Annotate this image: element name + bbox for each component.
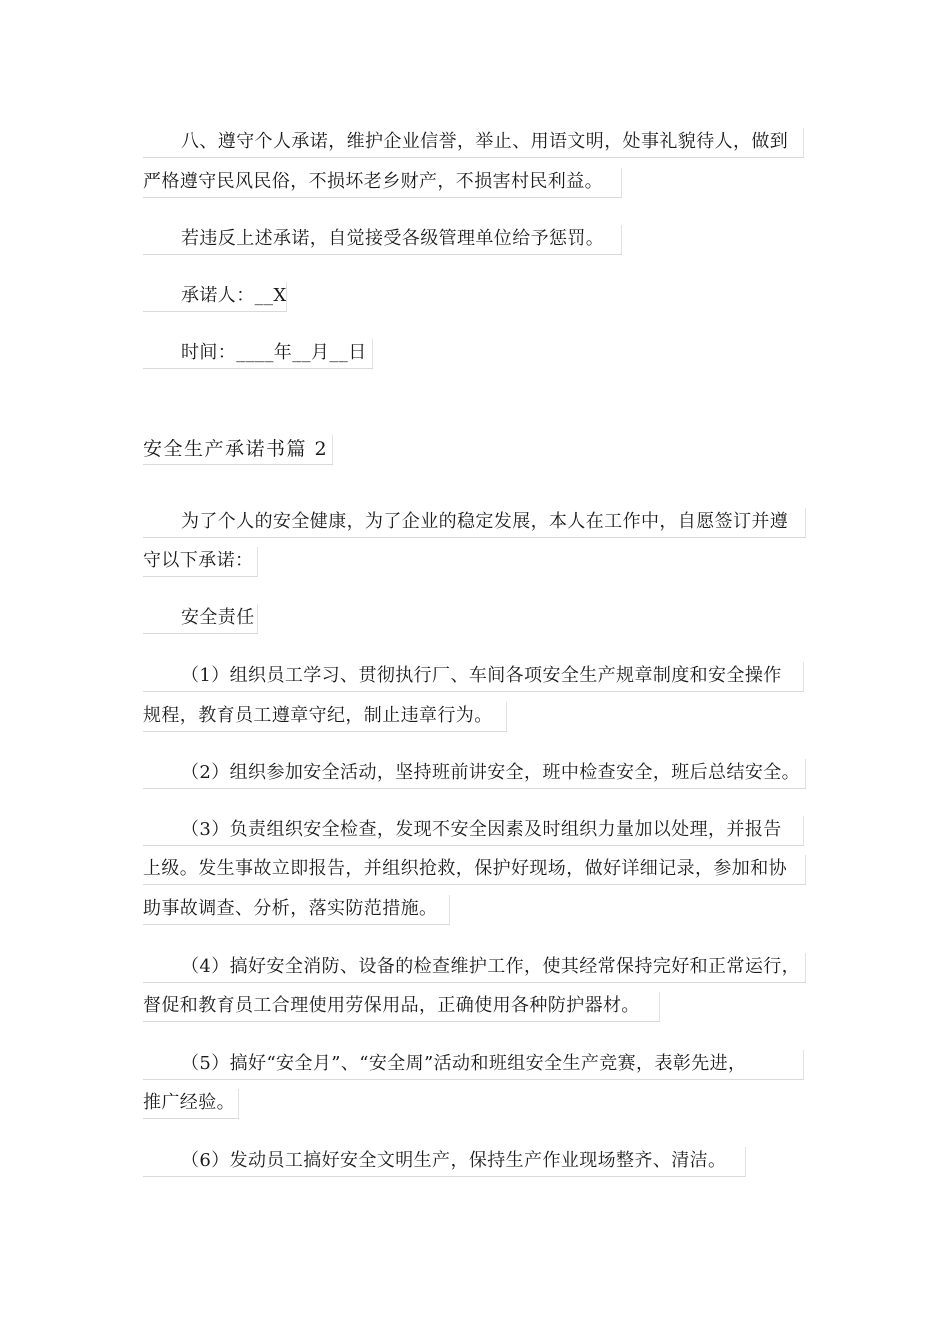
clause-8-line-1: 八、遵守个人承诺，维护企业信誉，举止、用语文明，处事礼貌待人，做到: [143, 130, 804, 154]
intro-line-2: 守以下承诺：: [143, 549, 258, 573]
section-heading: 安全生产承诺书篇 2: [143, 437, 333, 461]
item-4-line-2: 督促和教育员工合理使用劳保用品，正确使用各种防护器材。: [143, 994, 660, 1018]
violation-statement: 若违反上述承诺，自觉接受各级管理单位给予惩罚。: [143, 227, 622, 251]
item-3-line-1: （3）负责组织安全检查，发现不安全因素及时组织力量加以处理，并报告: [143, 818, 804, 842]
item-1-line-2: 规程，教育员工遵章守纪，制止违章行为。: [143, 704, 507, 728]
safety-responsibility-title: 安全责任: [143, 606, 258, 630]
item-3-line-3: 助事故调查、分析，落实防范措施。: [143, 897, 450, 921]
item-5-line-1: （5）搞好“安全月”、“安全周”活动和班组安全生产竞赛，表彰先进，: [143, 1052, 804, 1076]
item-3-line-2: 上级。发生事故立即报告，并组织抢救，保护好现场，做好详细记录，参加和协: [143, 857, 806, 881]
clause-8-line-2: 严格遵守民风民俗，不损坏老乡财产，不损害村民利益。: [143, 170, 622, 194]
item-6-line-1: （6）发动员工搞好安全文明生产，保持生产作业现场整齐、清洁。: [143, 1149, 746, 1173]
promiser-line: 承诺人：__X: [143, 284, 287, 308]
item-1-line-1: （1）组织员工学习、贯彻执行厂、车间各项安全生产规章制度和安全操作: [143, 664, 804, 688]
item-5-line-2: 推广经验。: [143, 1091, 239, 1115]
item-2-line-1: （2）组织参加安全活动，坚持班前讲安全，班中检查安全，班后总结安全。: [143, 761, 806, 785]
date-line: 时间：____年__月__日: [143, 341, 373, 365]
item-4-line-1: （4）搞好安全消防、设备的检查维护工作，使其经常保持完好和正常运行，: [143, 955, 806, 979]
intro-line-1: 为了个人的安全健康，为了企业的稳定发展，本人在工作中，自愿签订并遵: [143, 510, 806, 534]
